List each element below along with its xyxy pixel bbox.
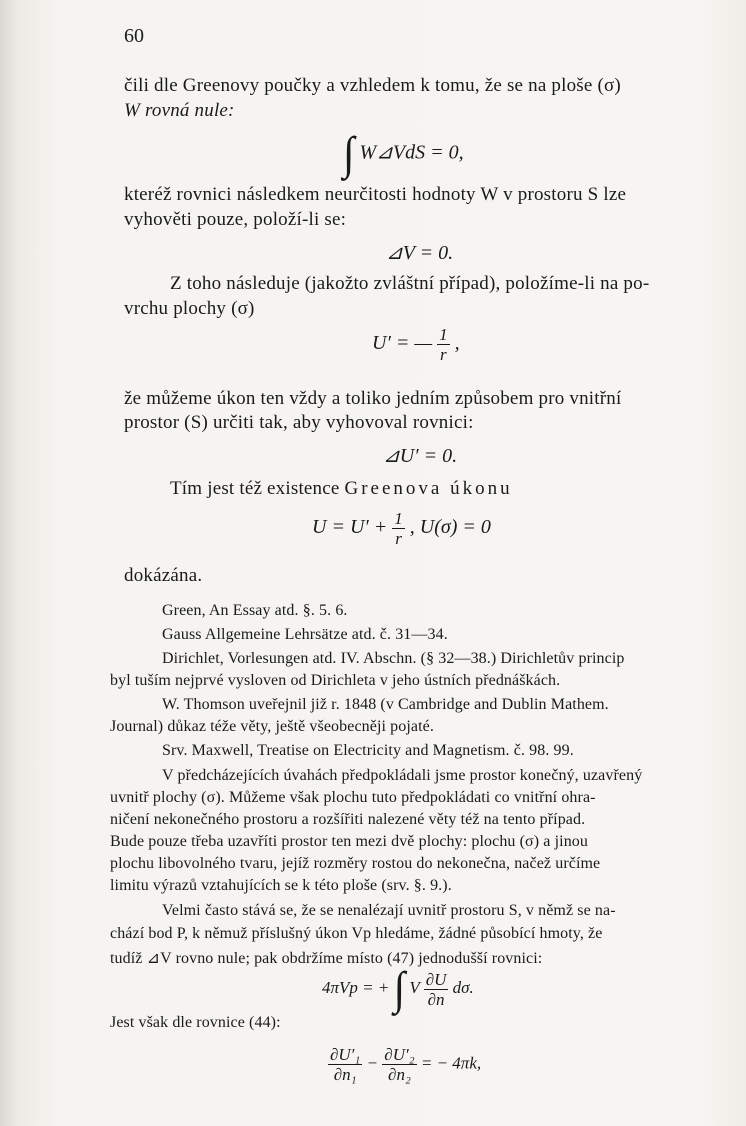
equation-text: W⊿VdS = 0, <box>359 141 464 164</box>
reference-line: byl tuším nejprvé vysloven od Dirichleta v jeho ústních přednáškách. <box>110 672 561 689</box>
reference-line: Gauss Allgemeine Lehrsätze atd. č. 31—34. <box>162 626 448 643</box>
fraction <box>424 971 449 1008</box>
emphasized-term: Greenova úkonu <box>344 478 513 499</box>
note-line: Jest však dle rovnice (44): <box>110 1014 281 1031</box>
note-line: uvnitř plochy (σ). Můžeme však plochu tuto předpokládati co vnitřní ohra- <box>110 789 596 806</box>
integral-sign-icon: ∫ <box>343 128 355 180</box>
equation-text: = − 4πk, <box>420 1053 482 1073</box>
equation-text: U′ = — <box>372 332 433 355</box>
fraction-numerator: ∂U′₂ <box>384 1045 415 1064</box>
equation-text: dσ. <box>452 977 474 997</box>
equation-text: − <box>366 1053 379 1073</box>
fraction-numerator: 1 <box>439 325 448 344</box>
note-line: V předcházejících úvahách předpokládali jsme prostor konečný, uzavřený <box>162 767 643 784</box>
fraction <box>328 1046 362 1083</box>
reference-line: Dirichlet, Vorlesungen atd. IV. Abschn. (§ 32—38.) Dirichletův princip <box>162 650 625 667</box>
integral-sign-icon: ∫ <box>393 963 406 1015</box>
paragraph-text: Tím jest též existence <box>170 478 340 499</box>
paragraph-line: dokázána. <box>124 565 203 586</box>
fraction-numerator: ∂U′₁ <box>330 1045 361 1064</box>
fraction-numerator: ∂U <box>425 969 447 989</box>
paragraph-line: že můžeme úkon ten vždy a toliko jedním způsobem pro vnitřní <box>124 388 622 409</box>
equation-text: V <box>409 977 420 997</box>
note-line: Velmi často stává se, že se nenalézají uvnitř prostoru S, v němž se na- <box>162 902 616 919</box>
note-line: chází bod P, k němuž příslušný úkon Vp hledáme, žádné působící hmoty, že <box>110 925 603 942</box>
fraction-numerator: 1 <box>394 509 403 528</box>
fraction-denominator: r <box>440 345 447 364</box>
equation-potential-integral <box>322 965 474 1013</box>
equation-laplace-v: ⊿V = 0. <box>386 242 454 264</box>
paragraph-line: Z toho následuje (jakožto zvláštní případ), položíme-li na po- <box>170 273 650 294</box>
fraction <box>392 510 405 547</box>
equation-text: , U(σ) = 0 <box>409 516 491 539</box>
equation-u-prime <box>372 326 460 363</box>
fraction-denominator: ∂n₁ <box>333 1065 357 1084</box>
note-line: Bude pouze třeba uzavříti prostor ten mezi dvě plochy: plochu (σ) a jinou <box>110 833 589 850</box>
page-number: 60 <box>124 25 144 47</box>
fraction-denominator: ∂n₂ <box>388 1065 411 1084</box>
fraction <box>382 1046 416 1083</box>
reference-line: Srv. Maxwell, Treatise on Electricity and Magnetism. č. 98. 99. <box>162 742 574 759</box>
equation-text: , <box>454 332 460 355</box>
note-line: limitu výrazů vztahujících se k této ploše (srv. §. 9.). <box>110 877 452 894</box>
paragraph-line: W rovná nule: <box>124 100 235 121</box>
equation-integral-w <box>343 130 464 178</box>
note-line: tudíž ⊿V rovno nule; pak obdržíme místo (47) jednodušší rovnici: <box>110 950 543 967</box>
fraction-denominator: ∂n <box>427 989 445 1009</box>
equation-green-function <box>312 510 491 547</box>
paragraph-line <box>170 478 513 500</box>
paragraph-line: čili dle Greenovy poučky a vzhledem k tomu, že se na ploše (σ) <box>124 75 621 96</box>
equation-text: 4πVp = + <box>322 977 390 997</box>
fraction-denominator: r <box>395 529 402 548</box>
paragraph-line: vyhověti pouze, položí-li se: <box>124 209 347 230</box>
fraction <box>437 326 450 363</box>
note-line: ničení nekonečného prostoru a rozšířiti nalezené věty též na tento případ. <box>110 811 586 828</box>
paragraph-line: prostor (S) určiti tak, aby vyhovoval rovnici: <box>124 412 474 433</box>
paragraph-line: kteréž rovnici následkem neurčitosti hodnoty W v prostoru S lze <box>124 184 627 205</box>
paragraph-line: vrchu plochy (σ) <box>124 298 255 319</box>
reference-line: Journal) důkaz téže věty, ještě všeobecněji pojaté. <box>110 718 434 735</box>
equation-laplace-u-prime: ⊿U′ = 0. <box>383 445 458 467</box>
reference-line: W. Thomson uveřejnil již r. 1848 (v Cambridge and Dublin Mathem. <box>162 696 609 713</box>
note-line: plochu libovolného tvaru, jejíž rozměry rostou do nekonečna, načež určíme <box>110 855 601 872</box>
equation-normal-derivatives <box>328 1046 481 1083</box>
reference-line: Green, An Essay atd. §. 5. 6. <box>162 602 348 619</box>
equation-text: U = U′ + <box>312 516 388 539</box>
